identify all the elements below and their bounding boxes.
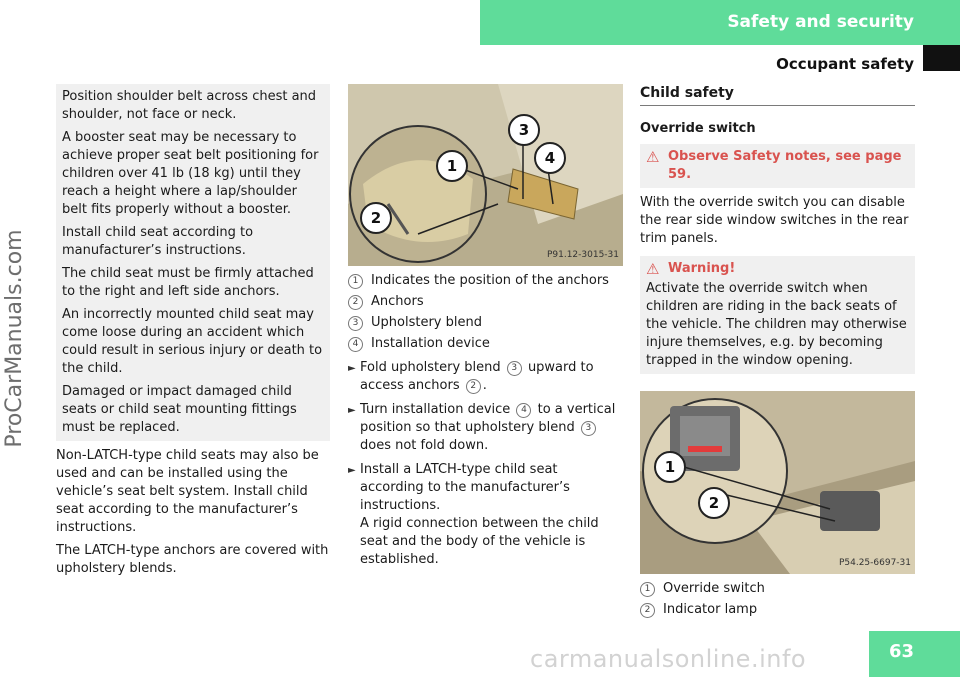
legend-text: Upholstery blend	[371, 315, 482, 330]
safety-note-text: Observe Safety notes, see page 59.	[668, 149, 902, 182]
body-paragraph: Non-LATCH-type child seats may also be used and can be installed using the vehicle’s seat belt system. Install child seat according to the manufacturer’s instructions.	[56, 448, 319, 535]
warning-text: Activate the override switch when children are riding in the back seats of the vehicle. The children may otherwise injure themselves, e.g. by becoming trapped in the window opening.	[646, 281, 907, 368]
body-paragraph: The LATCH-type anchors are covered with upholstery blends.	[56, 543, 329, 576]
seat-illustration	[348, 84, 623, 266]
legend-item	[348, 293, 623, 311]
warning-triangle-icon: ⚠	[646, 260, 660, 278]
figure-callout: 2	[360, 202, 392, 234]
left-column	[56, 84, 330, 583]
instruction-step: ► Install a LATCH-type child seat according to the manufacturer’s instructions. A rigid connection between the child seat and the body of the vehicle is established.	[348, 462, 599, 567]
instruction-steps	[348, 359, 623, 569]
header-subsection-title: Occupant safety	[776, 55, 914, 73]
box-paragraph: Position shoulder belt across chest and shoulder, not face or neck.	[62, 89, 317, 122]
latch-anchor-figure	[348, 84, 623, 266]
legend-number: 4	[348, 337, 363, 352]
legend-number: 2	[640, 603, 655, 618]
legend-item	[640, 580, 915, 598]
figure-callout: 1	[654, 451, 686, 483]
warning-box	[640, 256, 915, 374]
instruction-step: ► Fold upholstery blend 3 upward to access anchors 2 .	[348, 360, 594, 393]
step-arrow-icon: ►	[348, 465, 356, 476]
legend-item	[348, 335, 623, 353]
page-number: 63	[888, 641, 914, 662]
child-seat-warning-box	[56, 84, 330, 441]
box-paragraph: An incorrectly mounted child seat may come loose during an accident which could result in serious injury or death to the child.	[62, 307, 323, 376]
instruction-step: ► Turn installation device 4 to a vertical position so that upholstery blend 3 does not fold down.	[348, 402, 616, 453]
inline-number: 2	[466, 379, 481, 394]
figure-callout: 4	[534, 142, 566, 174]
figure-callout: 1	[436, 150, 468, 182]
middle-column	[348, 84, 623, 569]
warning-triangle-icon: ⚠	[646, 148, 660, 166]
step-arrow-icon: ►	[348, 363, 356, 374]
legend-text: Indicates the position of the anchors	[371, 273, 609, 288]
legend-number: 1	[640, 582, 655, 597]
legend-number: 1	[348, 274, 363, 289]
chapter-tab-marker	[923, 45, 960, 71]
section-title: Child safety	[640, 84, 915, 106]
legend-text: Installation device	[371, 336, 490, 351]
figure-code: P54.25-6697-31	[838, 558, 911, 568]
warning-title: Warning!	[668, 261, 736, 276]
figure-legend	[640, 580, 915, 619]
watermark-text: carmanualsonline.info	[530, 645, 807, 673]
page-number-tab	[869, 631, 960, 677]
box-paragraph: A booster seat may be necessary to achieve proper seat belt positioning for children over 41 lb (18 kg) until they reach a height where a lap/shoulder belt fits properly without a booster.	[62, 130, 319, 217]
legend-item	[348, 272, 623, 290]
figure-callout: 3	[508, 114, 540, 146]
legend-text: Override switch	[663, 581, 765, 596]
intro-paragraph: With the override switch you can disable the rear side window switches in the rear trim panels.	[640, 195, 909, 246]
box-paragraph: The child seat must be firmly attached to the right and left side anchors.	[62, 266, 314, 299]
legend-number: 3	[348, 316, 363, 331]
safety-note-box	[640, 144, 915, 188]
inline-number: 3	[581, 421, 596, 436]
legend-number: 2	[348, 295, 363, 310]
subsection-title: Override switch	[640, 121, 756, 136]
legend-text: Anchors	[371, 294, 424, 309]
box-paragraph: Install child seat according to manufacturer’s instructions.	[62, 225, 254, 258]
header-section-title: Safety and security	[727, 12, 914, 32]
override-switch-figure	[640, 391, 915, 574]
door-panel-illustration	[640, 391, 915, 574]
figure-callout: 2	[698, 487, 730, 519]
inline-number: 3	[507, 361, 522, 376]
side-brand-text: ProCarManuals.com	[2, 229, 27, 448]
right-column	[640, 84, 915, 619]
figure-code: P91.12-3015-31	[546, 250, 619, 260]
legend-item	[348, 314, 623, 332]
inline-number: 4	[516, 403, 531, 418]
legend-text: Indicator lamp	[663, 602, 758, 617]
figure-legend	[348, 272, 623, 353]
legend-item	[640, 601, 915, 619]
step-arrow-icon: ►	[348, 405, 356, 416]
box-paragraph: Damaged or impact damaged child seats or child seat mounting fittings must be replaced.	[62, 384, 297, 435]
